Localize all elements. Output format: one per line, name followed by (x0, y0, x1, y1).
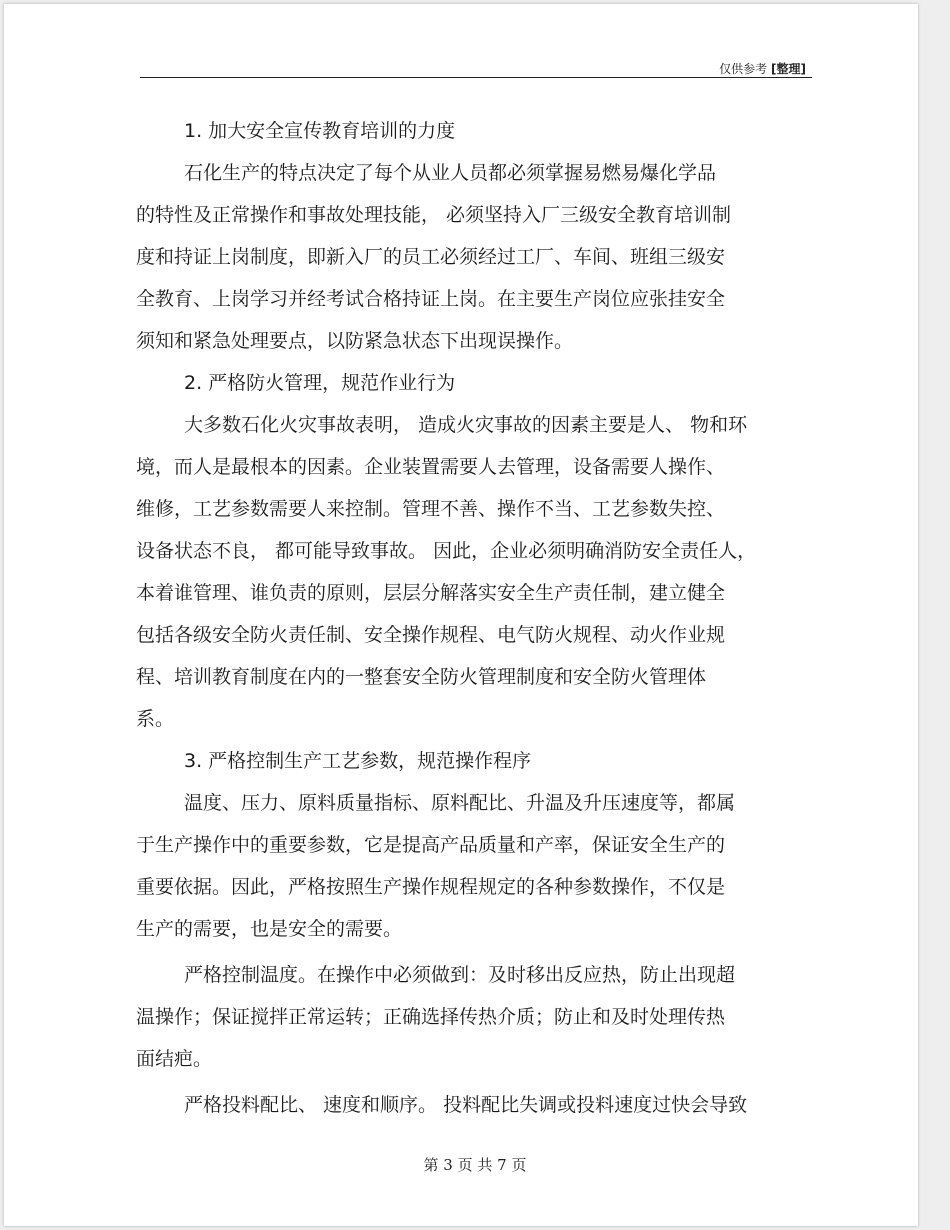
paragraph-line: 设备状态不良， 都可能导致事故。 因此，企业必须明确消防安全责任人， (136, 540, 757, 562)
section-heading-3: 3. 严格控制生产工艺参数，规范操作程序 (184, 750, 532, 772)
paragraph-line: 生产的需要，也是安全的需要。 (136, 918, 403, 940)
paragraph-line: 维修，工艺参数需要人来控制。管理不善、操作不当、工艺参数失控、 (136, 498, 726, 520)
section-heading-1: 1. 加大安全宣传教育培训的力度 (184, 120, 456, 142)
header-tag: [整理] (771, 62, 806, 76)
paragraph-line: 严格投料配比、 速度和顺序。 投料配比失调或投料速度过快会导致 (184, 1094, 748, 1116)
paragraph-line: 程、培训教育制度在内的一整套安全防火管理制度和安全防火管理体 (136, 666, 707, 688)
header-rule (140, 77, 812, 78)
paragraph-line: 于生产操作中的重要参数，它是提高产品质量和产率，保证安全生产的 (136, 834, 726, 856)
paragraph-line: 度和持证上岗制度，即新入厂的员工必须经过工厂、车间、班组三级安 (136, 246, 726, 268)
paragraph-line: 重要依据。因此，严格按照生产操作规程规定的各种参数操作，不仅是 (136, 876, 726, 898)
header-note (719, 60, 806, 77)
paragraph-line: 包括各级安全防火责任制、安全操作规程、电气防火规程、动火作业规 (136, 624, 726, 646)
header-note-text: 仅供参考 (719, 62, 768, 76)
paragraph-line: 全教育、上岗学习并经考试合格持证上岗。在主要生产岗位应张挂安全 (136, 288, 726, 310)
paragraph-line: 石化生产的特点决定了每个从业人员都必须掌握易燃易爆化学品 (184, 162, 717, 184)
section-heading-2: 2. 严格防火管理，规范作业行为 (184, 372, 456, 394)
paragraph-line: 温操作；保证搅拌正常运转；正确选择传热介质；防止和及时处理传热 (136, 1006, 726, 1028)
paragraph-line: 大多数石化火灾事故表明， 造成火灾事故的因素主要是人、 物和环 (184, 414, 748, 436)
paragraph-line: 本着谁管理、谁负责的原则，层层分解落实安全生产责任制，建立健全 (136, 582, 726, 604)
document-body (136, 110, 816, 1126)
paragraph-line: 温度、压力、原料质量指标、原料配比、升温及升压速度等，都属 (184, 792, 736, 814)
paragraph-line: 须知和紧急处理要点，以防紧急状态下出现误操作。 (136, 330, 574, 352)
paragraph-line: 严格控制温度。在操作中必须做到：及时移出反应热，防止出现超 (184, 964, 736, 986)
paragraph-line: 的特性及正常操作和事故处理技能， 必须坚持入厂三级安全教育培训制 (136, 204, 732, 226)
paragraph-line: 面结疤。 (136, 1048, 213, 1070)
paragraph-line: 系。 (136, 708, 175, 730)
paragraph-line: 境，而人是最根本的因素。企业装置需要人去管理，设备需要人操作、 (136, 456, 726, 478)
page-footer: 第 3 页 共 7 页 (423, 1156, 527, 1174)
